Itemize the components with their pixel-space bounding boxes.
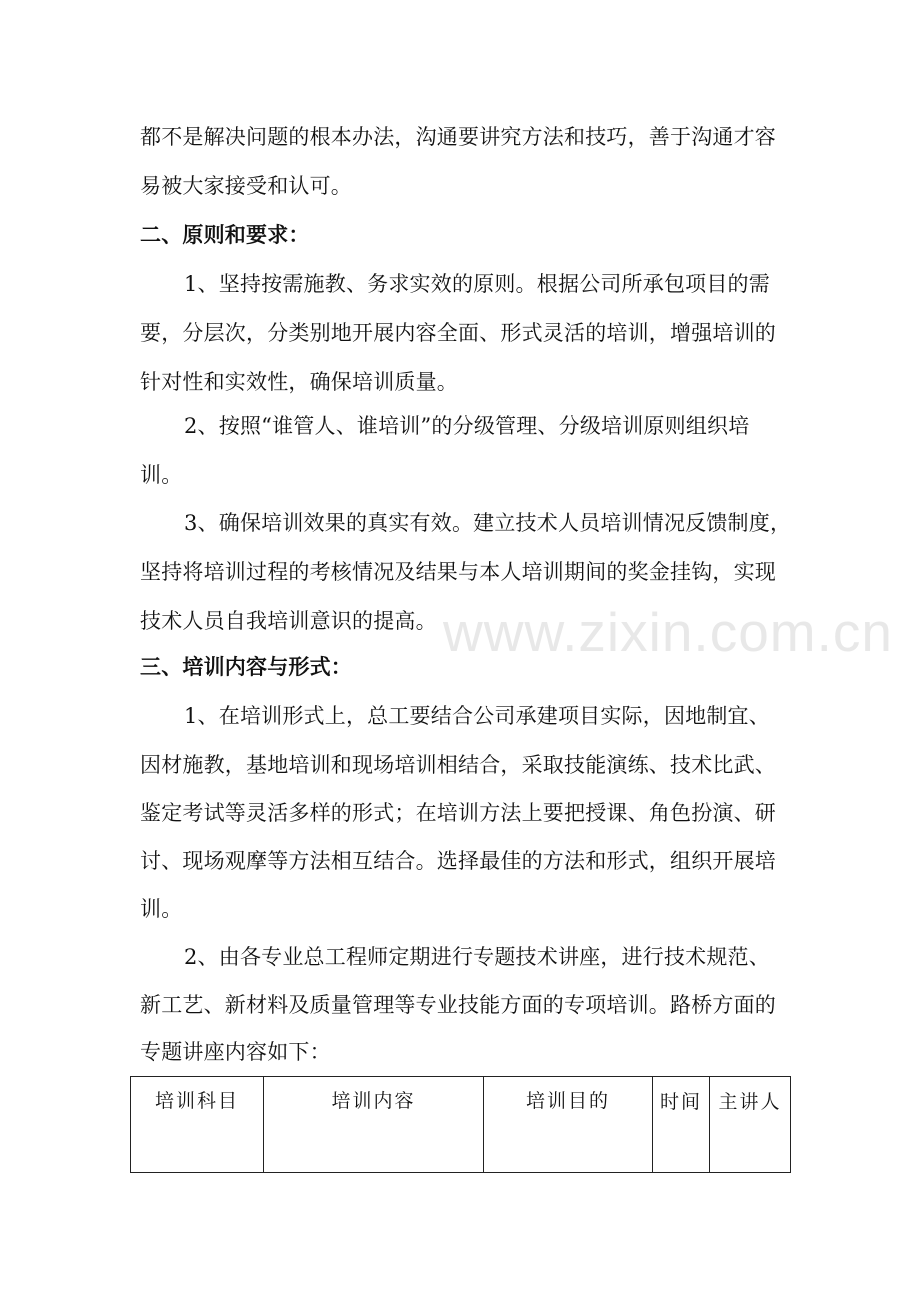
section-heading: 三、培训内容与形式： bbox=[140, 654, 352, 679]
text-line: 坚持将培训过程的考核情况及结果与本人培训期间的奖金挂钩，实现 bbox=[140, 560, 776, 584]
text-line: 要，分层次，分类别地开展内容全面、形式灵活的培训，增强培训的 bbox=[140, 321, 776, 345]
text-line: 技术人员自我培训意识的提高。 bbox=[140, 609, 437, 633]
text-line: 鉴定考试等灵活多样的形式；在培训方法上要把授课、角色扮演、研 bbox=[140, 801, 776, 825]
text-line: 因材施教，基地培训和现场培训相结合，采取技能演练、技术比武、 bbox=[140, 753, 776, 777]
text-line: 新工艺、新材料及质量管理等专业技能方面的专项培训。路桥方面的 bbox=[140, 993, 776, 1017]
text-line: 针对性和实效性，确保培训质量。 bbox=[140, 370, 458, 394]
text-line: 专题讲座内容如下： bbox=[140, 1040, 331, 1064]
text-line: 训。 bbox=[140, 897, 183, 921]
text-line: 都不是解决问题的根本办法，沟通要讲究方法和技巧，善于沟通才容 bbox=[140, 125, 776, 149]
header-lecturer: 主讲人 bbox=[710, 1077, 791, 1173]
text-line: 训。 bbox=[140, 463, 183, 487]
section-heading: 二、原则和要求： bbox=[140, 222, 310, 247]
text-line: 2、按照“谁管人、谁培训”的分级管理、分级培训原则组织培 bbox=[184, 414, 750, 438]
training-table bbox=[130, 1076, 791, 1173]
text-line: 1、坚持按需施教、务求实效的原则。根据公司所承包项目的需 bbox=[184, 272, 770, 296]
text-line: 2、由各专业总工程师定期进行专题技术讲座，进行技术规范、 bbox=[184, 945, 770, 969]
text-line: 讨、现场观摩等方法相互结合。选择最佳的方法和形式，组织开展培 bbox=[140, 849, 776, 873]
text-line: 易被大家接受和认可。 bbox=[140, 174, 352, 198]
text-line: 1、在培训形式上，总工要结合公司承建项目实际，因地制宜、 bbox=[184, 704, 770, 728]
watermark: www.zixin.com.cn bbox=[443, 601, 893, 663]
header-purpose: 培训目的 bbox=[484, 1077, 653, 1173]
header-subject: 培训科目 bbox=[131, 1077, 264, 1173]
table-header-row bbox=[131, 1077, 791, 1173]
text-line: 3、确保培训效果的真实有效。建立技术人员培训情况反馈制度， bbox=[184, 511, 792, 535]
header-content: 培训内容 bbox=[264, 1077, 484, 1173]
header-time: 时间 bbox=[653, 1077, 710, 1173]
